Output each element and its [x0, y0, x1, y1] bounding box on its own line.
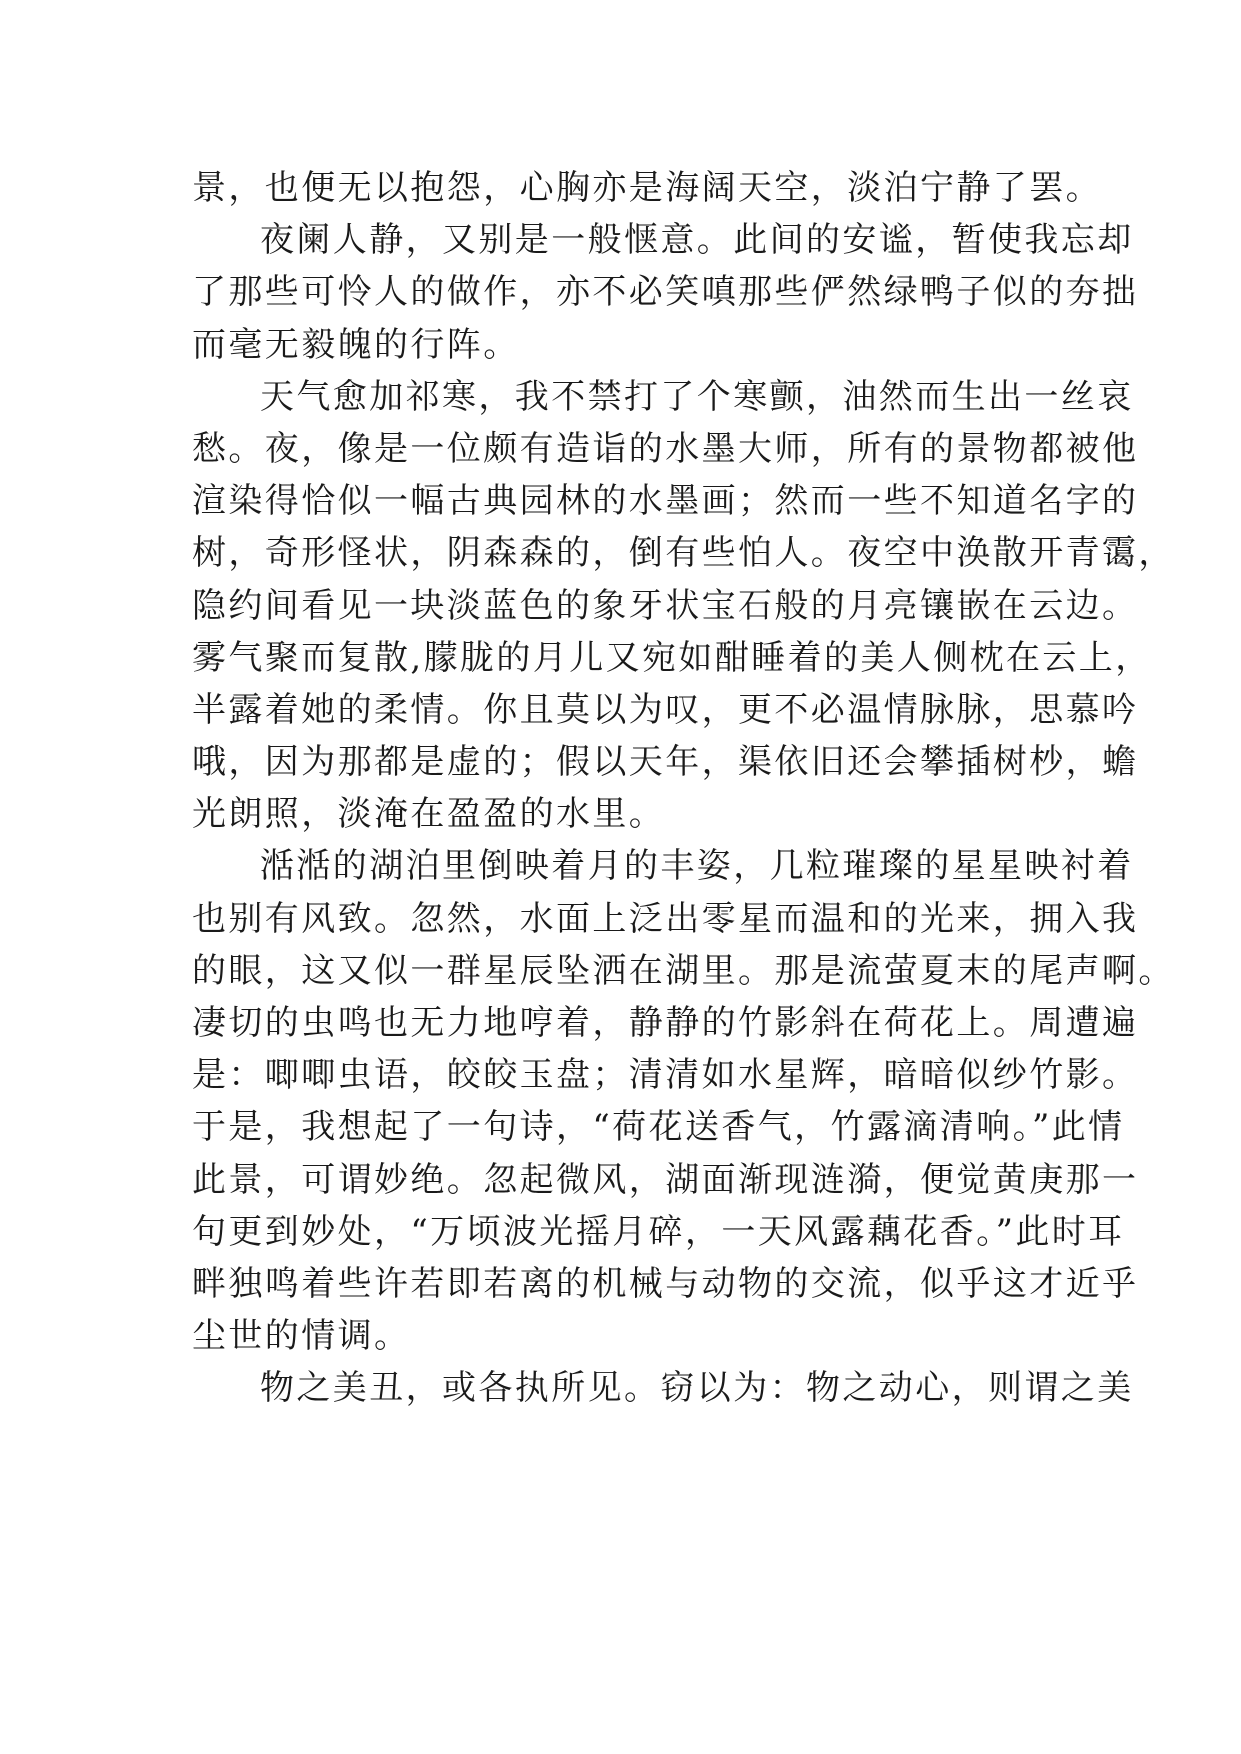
text-line: 也别有风致。忽然，水面上泛出零星而温和的光来，拥入我	[192, 898, 1139, 939]
text-line: 了那些可怜人的做作，亦不必笑嗔那些俨然绿鸭子似的夯拙	[192, 272, 1139, 313]
text-line: 于是，我想起了一句诗，“荷花送香气，竹露滴清响。”此情	[192, 1107, 1125, 1148]
text-line: 尘世的情调。	[192, 1316, 411, 1357]
text-line: 是：唧唧虫语，皎皎玉盘；清清如水星辉，暗暗似纱竹影。	[192, 1055, 1139, 1096]
body-text	[192, 162, 1175, 1415]
text-line: 雾气聚而复散,朦胧的月儿又宛如酣睡着的美人侧枕在云上，	[192, 637, 1152, 678]
text-line: 的眼，这又似一群星辰坠洒在湖里。那是流萤夏末的尾声啊。	[192, 950, 1175, 991]
text-line: 句更到妙处，“万顷波光摇月碎，一天风露藕花香。”此时耳	[192, 1211, 1125, 1252]
paragraph-first-line: 天气愈加祁寒，我不禁打了个寒颤，油然而生出一丝哀	[260, 376, 1134, 417]
paragraph-first-line: 湉湉的湖泊里倒映着月的丰姿，几粒璀璨的星星映衬着	[260, 846, 1134, 887]
text-line: 树，奇形怪状，阴森森的，倒有些怕人。夜空中涣散开青霭，	[192, 533, 1175, 574]
paragraph-first-line: 夜阑人静，又别是一般惬意。此间的安谧，暂使我忘却	[260, 220, 1134, 261]
text-line: 凄切的虫鸣也无力地哼着，静静的竹影斜在荷花上。周遭遍	[192, 1003, 1139, 1043]
text-line: 而毫无毅魄的行阵。	[192, 324, 520, 365]
text-line: 愁。夜，像是一位颇有造诣的水墨大师，所有的景物都被他	[192, 428, 1139, 469]
text-line: 哦，因为那都是虚的；假以天年，渠依旧还会攀插树杪，蟾	[192, 742, 1139, 783]
text-line: 光朗照，淡淹在盈盈的水里。	[192, 794, 666, 835]
text-line: 渲染得恰似一幅古典园林的水墨画；然而一些不知道名字的	[192, 481, 1139, 522]
text-line: 隐约间看见一块淡蓝色的象牙状宝石般的月亮镶嵌在云边。	[192, 585, 1139, 626]
text-line: 景，也便无以抱怨，心胸亦是海阔天空，淡泊宁静了罢。	[192, 168, 1102, 208]
paragraph-first-line: 物之美丑，或各执所见。窃以为：物之动心，则谓之美	[260, 1368, 1134, 1409]
text-line: 此景，可谓妙绝。忽起微风，湖面渐现涟漪，便觉黄庚那一	[192, 1159, 1139, 1200]
text-line: 半露着她的柔情。你且莫以为叹，更不必温情脉脉，思慕吟	[192, 689, 1139, 730]
text-line: 畔独鸣着些许若即若离的机械与动物的交流，似乎这才近乎	[192, 1263, 1139, 1304]
